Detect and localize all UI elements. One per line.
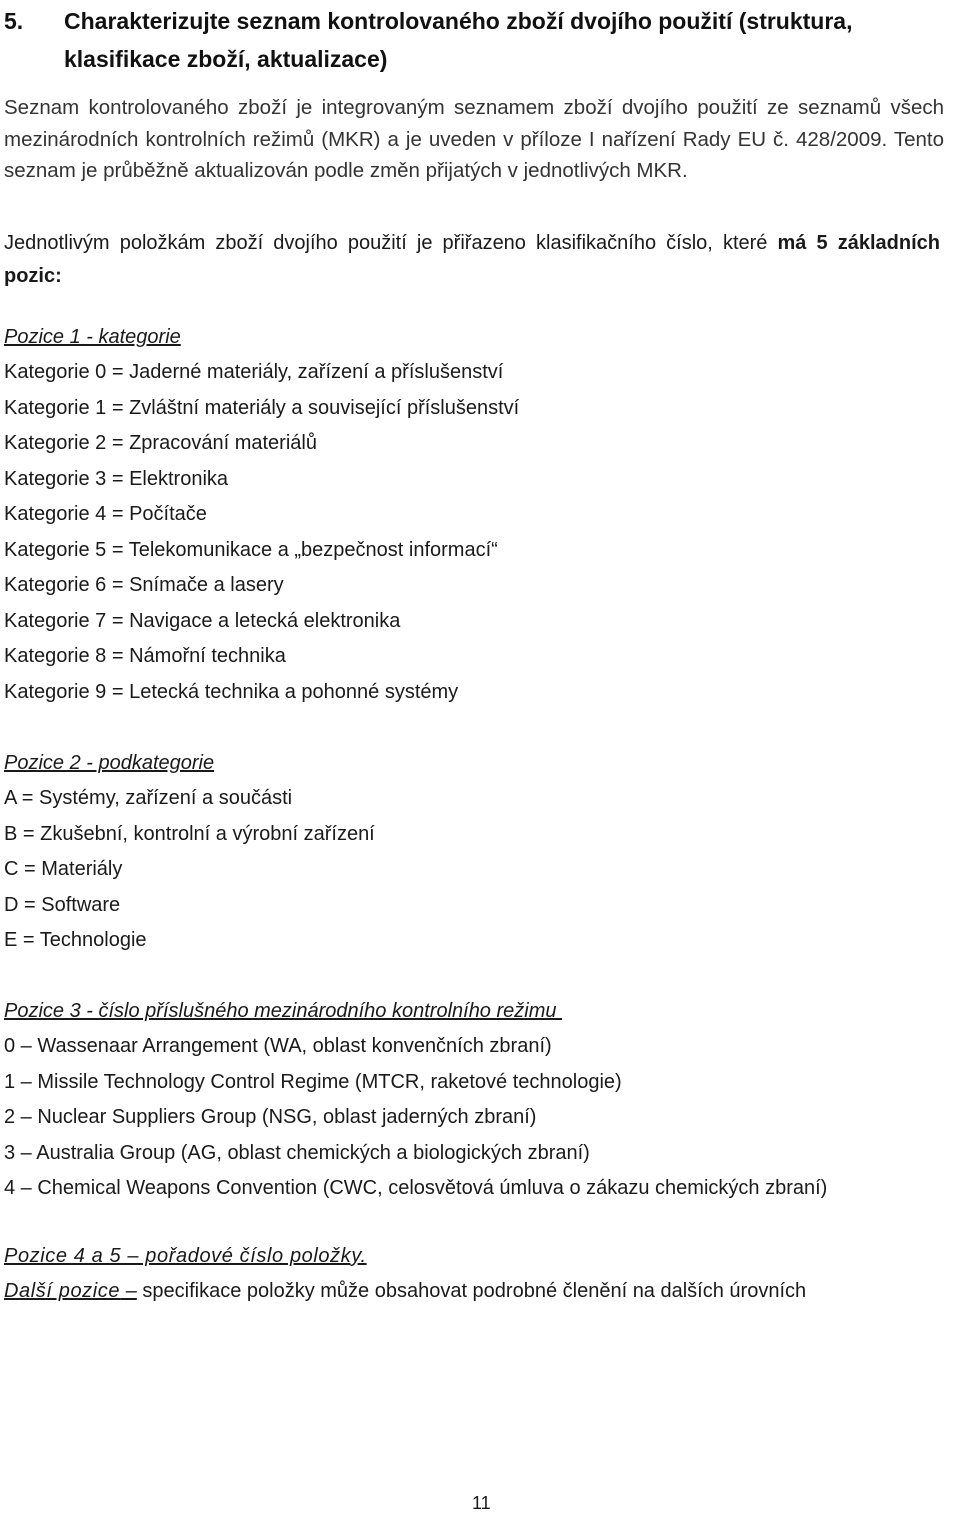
further-positions-dash: – — [120, 1280, 137, 1302]
intro-paragraph: Seznam kontrolovaného zboží je integrovaným seznamem zboží dvojího použití ze seznamů všech mezinárodních kontrolních režimů (MKR) a je uveden v příloze I nařízení Rady EU č. 428/2009. Tento seznam je průběžně aktualizován podle změn přijatých v jednotlivých MKR. — [4, 96, 944, 182]
classification-emphasis: má 5 základních pozic: — [4, 232, 940, 287]
list-item: Kategorie 2 = Zpracování materiálů — [4, 432, 317, 454]
list-item: Kategorie 4 = Počítače — [4, 503, 207, 525]
further-positions-line — [4, 1280, 806, 1303]
list-item: C = Materiály — [4, 858, 123, 880]
section-title-pozice-4-5: Pozice 4 a 5 – pořadové číslo položky. — [4, 1245, 367, 1267]
further-positions-label: Další pozice — [4, 1280, 121, 1302]
list-item: 3 – Australia Group (AG, oblast chemických a biologických zbraní) — [4, 1141, 590, 1164]
list-item: Kategorie 6 = Snímače a lasery — [4, 574, 284, 596]
question-heading — [4, 2, 944, 78]
classification-text: Jednotlivým položkám zboží dvojího použití je přiřazeno klasifikačního číslo, které — [4, 232, 778, 254]
list-item: Kategorie 3 = Elektronika — [4, 467, 229, 490]
list-item: 2 – Nuclear Suppliers Group (NSG, oblast jaderných zbraní) — [4, 1106, 537, 1128]
section-title-pozice-2: Pozice 2 - podkategorie — [4, 752, 215, 774]
regime-list — [4, 1029, 827, 1207]
list-item: 4 – Chemical Weapons Convention (CWC, celosvětová úmluva o zákazu chemických zbraní) — [4, 1177, 828, 1199]
section-title-pozice-3: Pozice 3 - číslo příslušného mezinárodního kontrolního režimu — [4, 1000, 563, 1022]
question-number: 5. — [4, 8, 24, 34]
list-item: Kategorie 5 = Telekomunikace a „bezpečnost informací“ — [4, 538, 498, 561]
list-item: Kategorie 0 = Jaderné materiály, zařízení a příslušenství — [4, 361, 504, 383]
list-item: A = Systémy, zařízení a součásti — [4, 787, 293, 809]
category-list — [4, 355, 519, 710]
section-title-pozice-1: Pozice 1 - kategorie — [4, 326, 181, 348]
list-item: 1 – Missile Technology Control Regime (MTCR, raketové technologie) — [4, 1070, 622, 1093]
subcategory-list — [4, 781, 375, 959]
page-number: 11 — [472, 1493, 491, 1513]
further-positions-text: specifikace položky může obsahovat podrobné členění na dalších úrovních — [136, 1280, 807, 1302]
question-title: Charakterizujte seznam kontrolovaného zboží dvojího použití (struktura, klasifikace zboží, aktualizace) — [64, 8, 853, 72]
list-item: 0 – Wassenaar Arrangement (WA, oblast konvenčních zbraní) — [4, 1035, 552, 1057]
list-item: B = Zkušební, kontrolní a výrobní zařízení — [4, 822, 375, 845]
list-item: D = Software — [4, 893, 121, 916]
list-item: E = Technologie — [4, 929, 147, 951]
list-item: Kategorie 1 = Zvláštní materiály a související příslušenství — [4, 396, 520, 419]
list-item: Kategorie 7 = Navigace a letecká elektronika — [4, 609, 401, 632]
classification-paragraph — [4, 227, 940, 293]
list-item: Kategorie 9 = Letecká technika a pohonné systémy — [4, 680, 459, 703]
list-item: Kategorie 8 = Námořní technika — [4, 645, 286, 667]
